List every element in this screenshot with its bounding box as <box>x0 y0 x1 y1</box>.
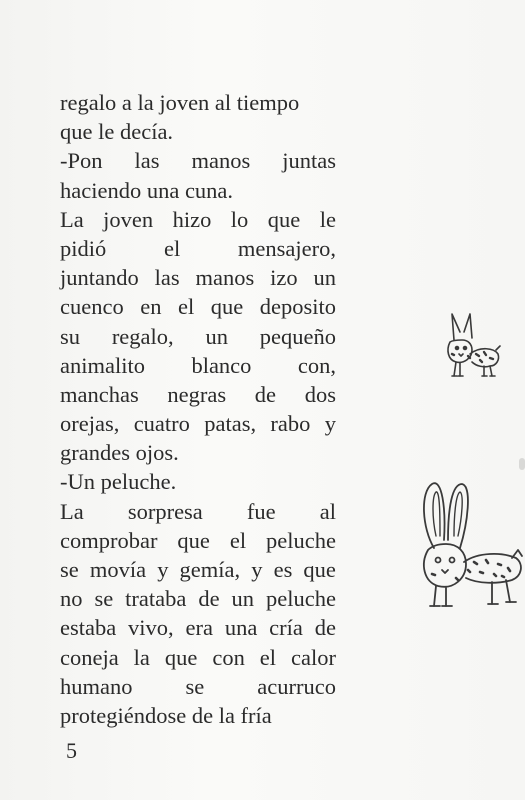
text-line <box>60 88 336 117</box>
body-text <box>60 88 336 730</box>
text-word: sorpresa <box>127 498 203 524</box>
text-word: vivo, <box>128 615 174 641</box>
text-word: se <box>94 586 114 612</box>
text-word: blanco <box>191 352 252 378</box>
text-word: gemía, <box>179 557 241 582</box>
text-word: de <box>314 615 336 641</box>
text-line <box>60 322 336 351</box>
text-word: juntas <box>282 148 336 174</box>
text-word: que <box>267 206 301 232</box>
text-word: en <box>140 294 162 320</box>
text-line <box>60 351 336 380</box>
text-word: era <box>185 615 213 641</box>
text-line <box>60 292 336 321</box>
text-word: un <box>313 265 336 291</box>
text-line <box>60 380 336 409</box>
text-word: lo <box>230 206 249 232</box>
text-word: patas, <box>204 411 257 437</box>
text-word: trataba <box>125 586 187 612</box>
text-line <box>60 263 336 292</box>
text-word: deposito <box>259 294 336 320</box>
text-word: protegiéndose de la fría <box>60 702 272 728</box>
text-line <box>60 643 336 672</box>
text-word: regalo a la joven al tiempo <box>60 90 300 115</box>
text-word: y <box>157 557 169 582</box>
text-line <box>60 613 336 642</box>
text-word: la <box>133 644 150 670</box>
text-word: de <box>198 586 220 612</box>
text-line <box>60 672 336 701</box>
text-word: que <box>210 294 244 320</box>
text-word: que <box>303 557 336 582</box>
text-word: no <box>60 586 83 612</box>
text-word: que <box>177 527 210 553</box>
text-line <box>60 497 336 526</box>
bunny-drawing-large-icon <box>412 478 525 613</box>
text-word: una <box>224 615 258 641</box>
text-line <box>60 205 336 234</box>
text-word: es <box>273 557 293 582</box>
text-word: un <box>205 323 228 349</box>
text-word: estaba <box>60 615 117 641</box>
text-word: se <box>185 673 205 699</box>
text-word: calor <box>290 644 336 670</box>
text-word: las <box>154 265 180 291</box>
text-word: dos <box>304 381 336 407</box>
text-word: el <box>259 644 277 670</box>
text-word: hizo <box>172 206 212 232</box>
text-word: comprobar <box>60 527 158 553</box>
text-word: fue <box>246 498 276 524</box>
text-line <box>60 555 336 584</box>
text-word: coneja <box>60 644 119 670</box>
text-word: cría <box>269 615 303 641</box>
text-word: manos <box>195 265 255 291</box>
text-line <box>60 409 336 438</box>
text-word: al <box>319 498 336 524</box>
text-word: La <box>60 498 84 524</box>
text-word: haciendo una cuna. <box>60 177 234 203</box>
text-word: negras <box>167 381 227 407</box>
text-word: peluche <box>266 527 336 553</box>
text-word: cuatro <box>133 411 190 437</box>
text-word: el <box>163 235 181 261</box>
text-line <box>60 438 336 467</box>
text-word: pequeño <box>259 323 336 349</box>
text-word: grandes ojos. <box>60 440 179 466</box>
text-word: movía <box>89 557 147 582</box>
text-word: La <box>60 206 84 232</box>
text-word: y <box>251 557 263 582</box>
text-word: izo <box>270 265 298 291</box>
page-number: 5 <box>66 738 77 763</box>
text-line <box>60 584 336 613</box>
text-word: manos <box>191 148 251 174</box>
text-word: peluche <box>265 586 336 612</box>
text-word: mensajero, <box>237 235 336 261</box>
text-line <box>60 234 336 263</box>
text-line <box>60 146 336 175</box>
text-word: el <box>229 527 247 553</box>
text-line <box>60 701 336 730</box>
text-word: con <box>212 644 245 670</box>
text-word: cuenco <box>60 294 124 320</box>
text-line <box>60 467 336 496</box>
text-word: se <box>60 557 79 582</box>
page-smudge <box>519 458 525 470</box>
text-word: juntando <box>60 265 139 291</box>
text-word: -Un peluche. <box>60 469 177 495</box>
text-word: un <box>231 586 255 612</box>
text-word: de <box>254 381 277 407</box>
text-word: con, <box>297 352 336 378</box>
text-word: le <box>319 206 336 232</box>
text-word: las <box>134 148 160 174</box>
text-word: animalito <box>60 352 145 378</box>
text-word: acurruco <box>257 673 336 699</box>
bunny-drawing-small-icon <box>440 310 502 382</box>
text-word: -Pon <box>60 148 103 174</box>
text-word: orejas, <box>60 411 120 437</box>
text-line <box>60 176 336 205</box>
text-word: pidió <box>60 235 107 261</box>
text-word: el <box>177 294 195 320</box>
text-word: que le decía. <box>60 119 174 145</box>
text-line <box>60 526 336 555</box>
text-line <box>60 117 336 146</box>
text-word: humano <box>60 673 133 699</box>
text-word: manchas <box>60 381 139 407</box>
text-word: y <box>324 411 336 437</box>
text-word: su <box>60 323 81 349</box>
text-word: rabo <box>270 411 311 437</box>
text-word: regalo, <box>111 323 174 349</box>
text-word: joven <box>103 206 154 232</box>
text-word: que <box>164 644 198 670</box>
